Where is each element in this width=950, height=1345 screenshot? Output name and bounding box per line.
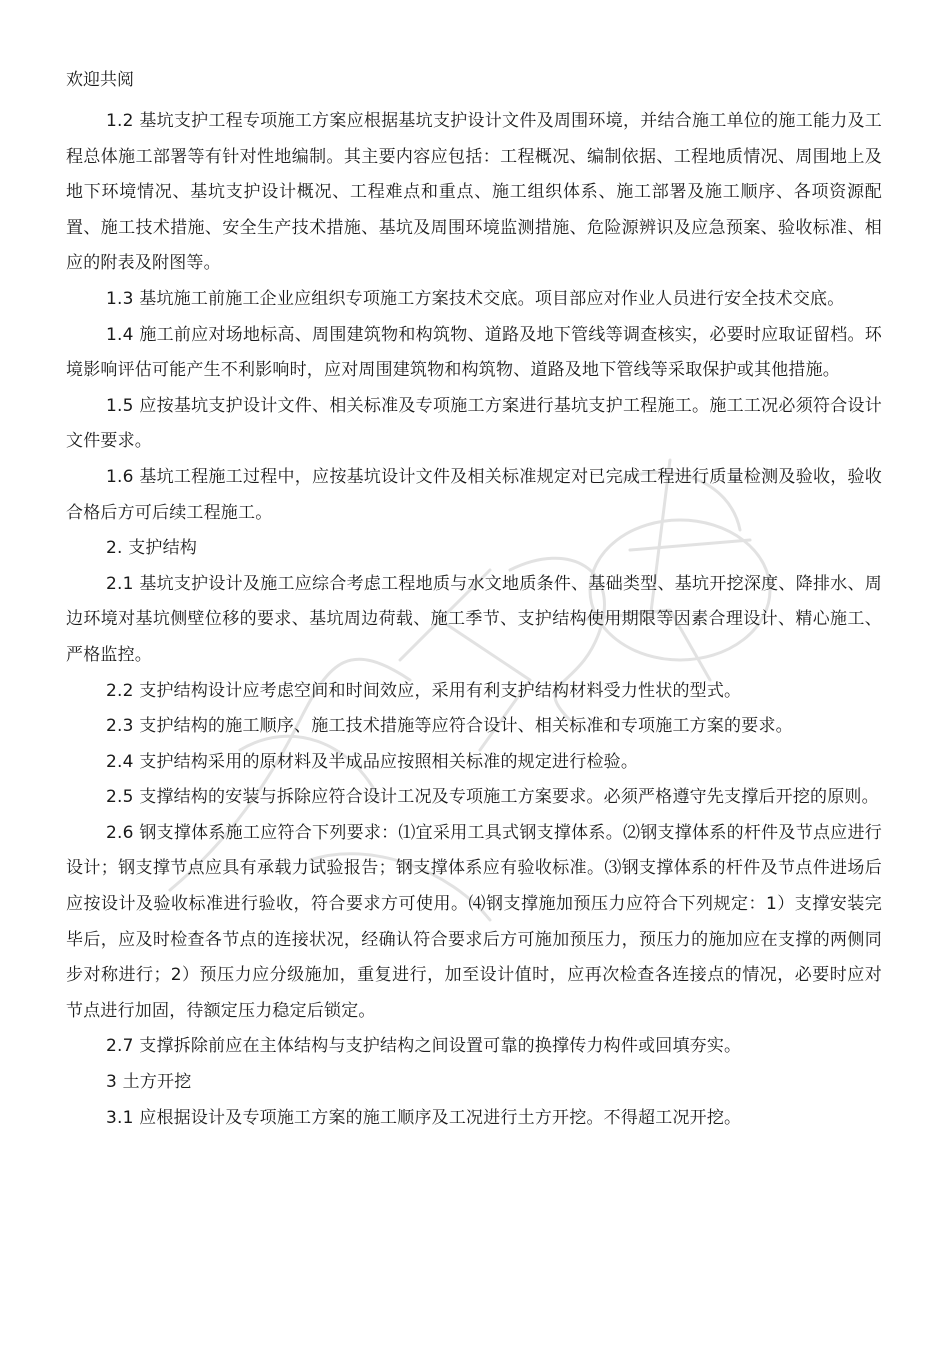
paragraph-2-5: 2.5 支撑结构的安装与拆除应符合设计工况及专项施工方案要求。必须严格遵守先支撑后开挖的原则。 [106,787,879,808]
section-heading-2: 2. 支护结构 [106,538,198,559]
paragraph-1-6: 1.6 基坑工程施工过程中，应按基坑设计文件及相关标准规定对已完成工程进行质量检测及验收，验收合格后方可后续工程施工。 [66,466,882,523]
paragraph-1-3: 1.3 基坑施工前施工企业应组织专项施工方案技术交底。项目部应对作业人员进行安全技术交底。 [106,288,845,309]
paragraph-3-1: 3.1 应根据设计及专项施工方案的施工顺序及工况进行土方开挖。不得超工况开挖。 [106,1107,742,1128]
paragraph-1-4: 1.4 施工前应对场地标高、周围建筑物和构筑物、道路及地下管线等调查核实，必要时应取证留档。环境影响评估可能产生不利影响时，应对周围建筑物和构筑物、道路及地下管线等采取保护或其他措施。 [66,324,882,381]
paragraph-2-1: 2.1 基坑支护设计及施工应综合考虑工程地质与水文地质条件、基础类型、基坑开挖深度、降排水、周边环境对基坑侧壁位移的要求、基坑周边荷载、施工季节、支护结构使用期限等因素合理设计、精心施工、严格监控。 [66,573,882,665]
section-heading-3: 3 土方开挖 [106,1072,192,1093]
paragraph-2-2: 2.2 支护结构设计应考虑空间和时间效应，采用有利支护结构材料受力性状的型式。 [106,680,742,701]
page-header: 欢迎共阅 [66,70,134,90]
document-body [66,104,882,1136]
paragraph-1-2: 1.2 基坑支护工程专项施工方案应根据基坑支护设计文件及周围环境，并结合施工单位的施工能力及工程总体施工部署等有针对性地编制。其主要内容应包括：工程概况、编制依据、工程地质情况、周围地上及地下环境情况、基坑支护设计概况、工程难点和重点、施工组织体系、施工部署及施工顺序、各项资源配置、施工技术措施、安全生产技术措施、基坑及周围环境监测措施、危险源辨识及应急预案、验收标准、相应的附表及附图等。 [66,111,882,274]
paragraph-2-7: 2.7 支撑拆除前应在主体结构与支护结构之间设置可靠的换撑传力构件或回填夯实。 [106,1036,742,1057]
paragraph-2-3: 2.3 支护结构的施工顺序、施工技术措施等应符合设计、相关标准和专项施工方案的要求。 [106,716,793,737]
paragraph-2-6: 2.6 钢支撑体系施工应符合下列要求：⑴宜采用工具式钢支撑体系。⑵钢支撑体系的杆件及节点应进行设计；钢支撑节点应具有承载力试验报告；钢支撑体系应有验收标准。⑶钢支撑体系的杆件及节点件进场后应按设计及验收标准进行验收，符合要求方可使用。⑷钢支撑施加预压力应符合下列规定：1）支撑安装完毕后，应及时检查各节点的连接状况，经确认符合要求后方可施加预压力，预压力的施加应在支撑的两侧同步对称进行；2）预压力应分级施加，重复进行，加至设计值时，应再次检查各连接点的情况，必要时应对节点进行加固，待额定压力稳定后锁定。 [66,822,882,1021]
paragraph-2-4: 2.4 支护结构采用的原材料及半成品应按照相关标准的规定进行检验。 [106,751,639,772]
paragraph-1-5: 1.5 应按基坑支护设计文件、相关标准及专项施工方案进行基坑支护工程施工。施工工况必须符合设计文件要求。 [66,395,882,452]
